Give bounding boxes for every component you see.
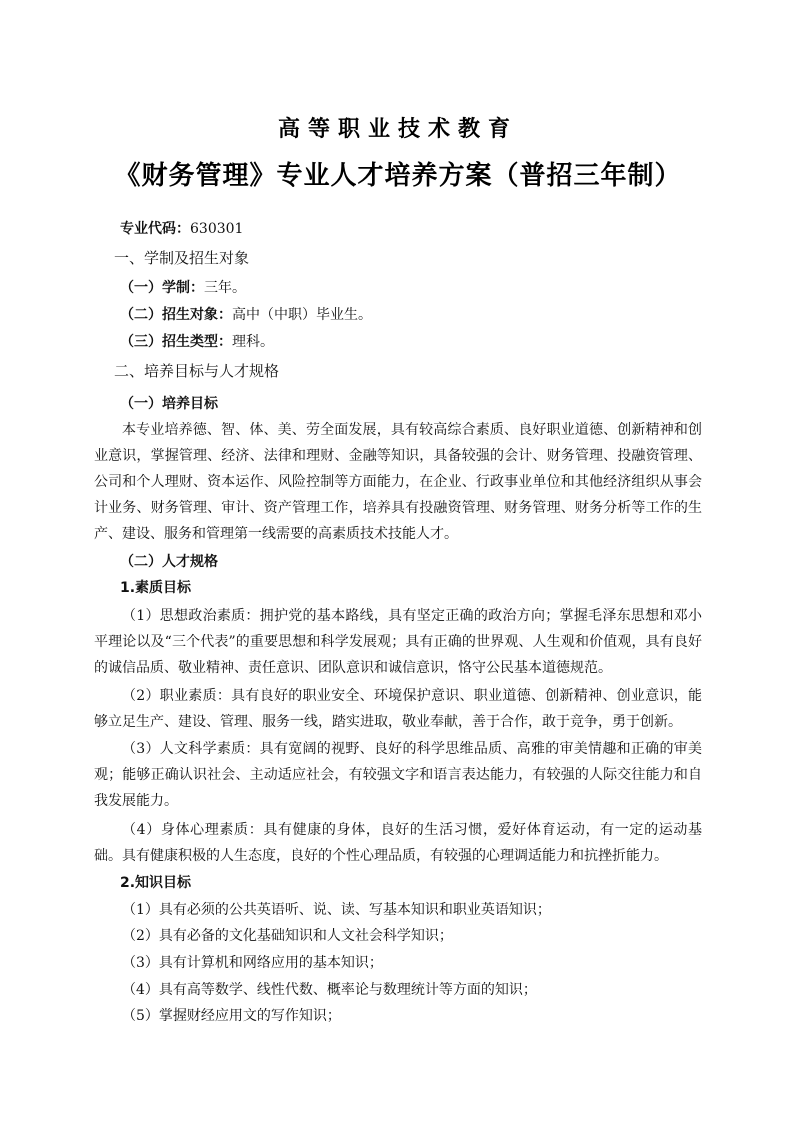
document-title: 高等职业技术教育 [277,117,518,142]
section-heading-1: 一、学制及招生对象 [114,249,250,267]
major-code-value: 630301 [190,221,244,237]
study-length [120,275,728,301]
goal-paragraph: 本专业培养德、智、体、美、劳全面发展，具有较高综合素质、良好职业道德、创新精神和创业意识，掌握管理、经济、法律和理财、金融等知识，具备较强的会计、财务管理、投融资管理、公司和个人理财、资本运作、风险控制等方面能力，在企业、行政事业单位和其他经济组织从事会计业务、财务管理、审计、资产管理工作，培养具有投融资管理、财务管理、财务分析等工作的生产、建设、服务和管理第一线需要的高素质技术技能人才。 [94,422,702,542]
knowledge-heading: 2.知识目标 [120,875,192,891]
quality-item-1: （1）思想政治素质：拥护党的基本路线，具有坚定正确的政治方向；掌握毛泽东思想和邓小平理论以及“三个代表”的重要思想和科学发展观；具有正确的世界观、人生观和价值观，具有良好的诚信品质、敬业精神、责任意识、团队意识和诚信意识，恪守公民基本道德规范。 [94,608,702,676]
goal-heading: （一）培养目标 [120,396,218,412]
section-heading-2: 二、培养目标与人才规格 [114,362,280,380]
quality-heading: 1.素质目标 [120,580,192,596]
enrollment-type-label: （三）招生类型： [120,334,232,350]
knowledge-item-1: （1）具有必须的公共英语听、说、读、写基本知识和职业英语知识； [122,902,551,918]
knowledge-item-2: （2）具有必备的文化基础知识和人文社会科学知识； [122,928,453,944]
study-length-value: 三年。 [204,280,246,296]
enrollment-target [120,302,728,328]
knowledge-item-3: （3）具有计算机和网络应用的基本知识； [122,955,383,971]
quality-item-3: （3）人文科学素质：具有宽阔的视野、良好的科学思维品质、高雅的审美情趣和正确的审美观；能够正确认识社会、主动适应社会，有较强文字和语言表达能力，有较强的人际交往能力和自我发展能力。 [94,741,702,809]
knowledge-item-5: （5）掌握财经应用文的写作知识； [122,1008,341,1024]
major-code [120,216,728,242]
quality-item-4: （4）身体心理素质：具有健康的身体，良好的生活习惯，爱好体育运动，有一定的运动基础。具有健康积极的人生态度，良好的个性心理品质，有较强的心理调适能力和抗挫折能力。 [94,822,702,864]
study-length-label: （一）学制： [120,280,204,296]
enrollment-type [120,329,728,355]
document-subtitle: 《财务管理》专业人才培养方案（普招三年制） [114,161,682,191]
knowledge-item-4: （4）具有高等数学、线性代数、概率论与数理统计等方面的知识； [122,982,537,998]
enrollment-type-value: 理科。 [232,334,274,350]
enrollment-target-value: 高中（中职）毕业生。 [232,307,372,323]
quality-item-2: （2）职业素质：具有良好的职业安全、环境保护意识、职业道德、创新精神、创业意识，能够立足生产、建设、管理、服务一线，踏实进取，敬业奉献，善于合作，敢于竞争，勇于创新。 [94,688,702,730]
specs-heading: （二）人才规格 [120,554,218,570]
enrollment-target-label: （二）招生对象： [120,307,232,323]
major-code-label: 专业代码： [120,221,190,237]
